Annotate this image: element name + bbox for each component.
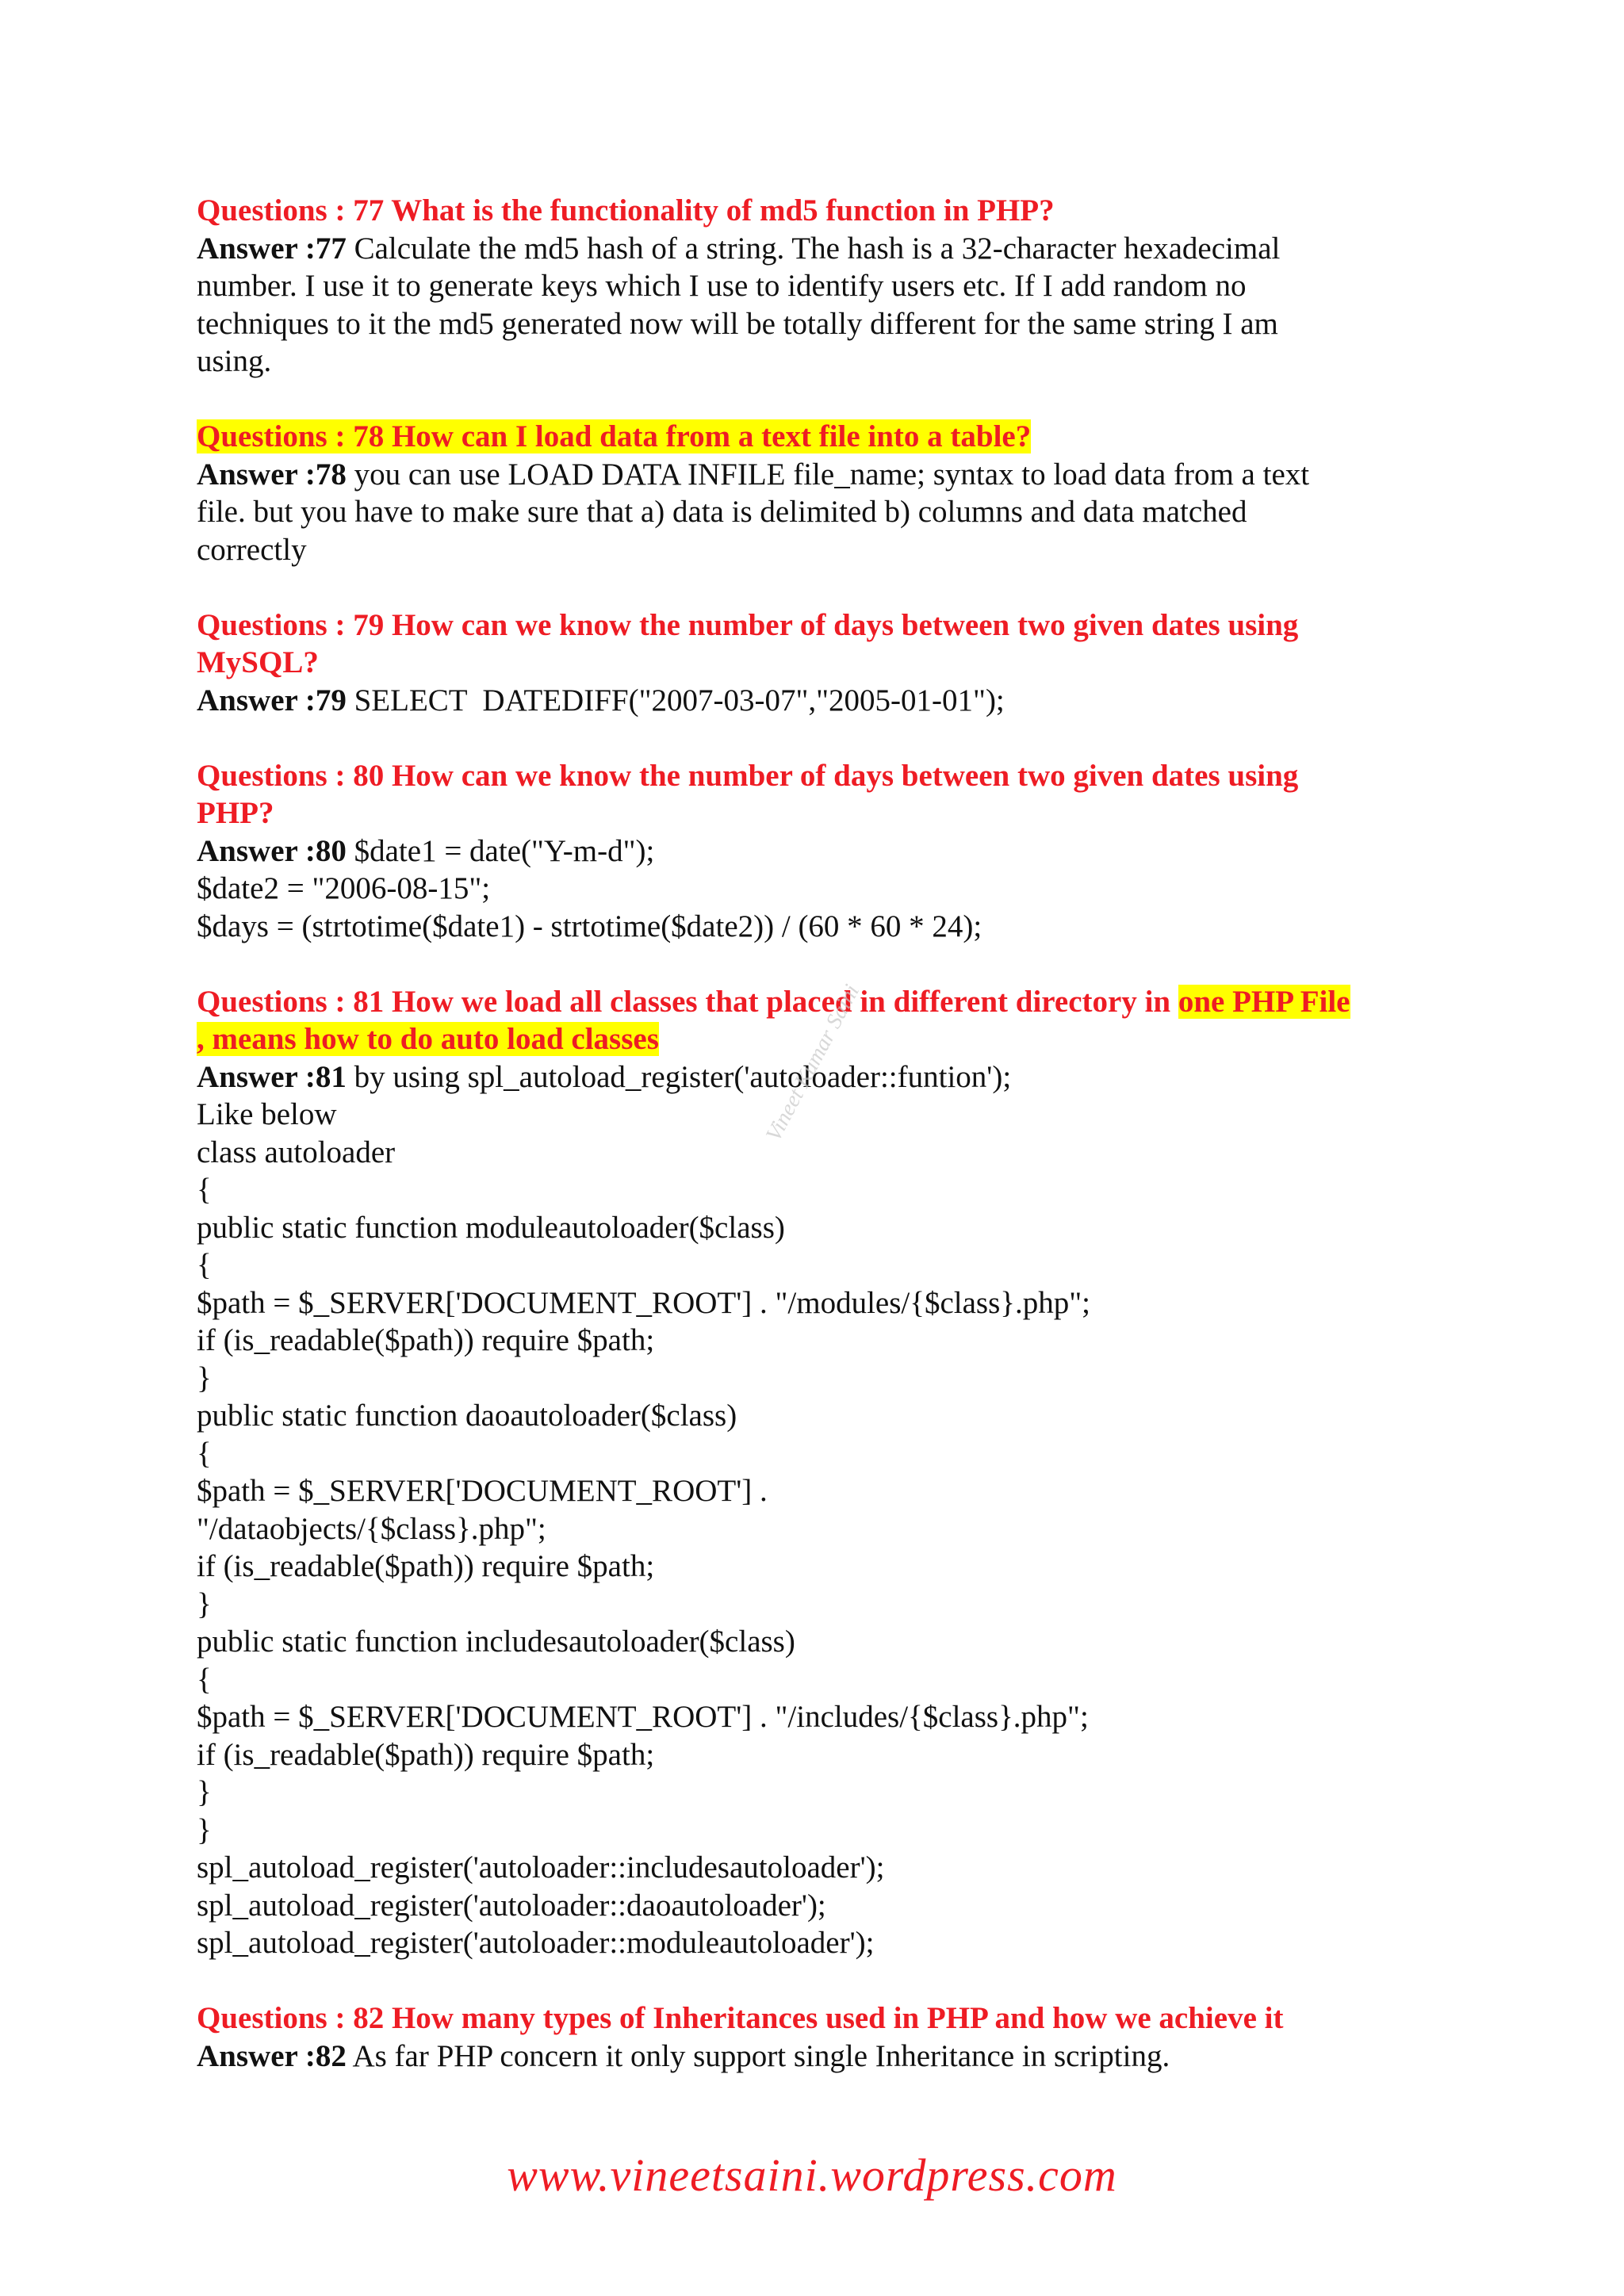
- code-line: public static function daoautoloader($class): [197, 1399, 737, 1433]
- code-line: }: [197, 1586, 212, 1621]
- code-line: spl_autoload_register('autoloader::daoautoloader');: [197, 1888, 826, 1923]
- answer-77-line-3: techniques to it the md5 generated now will be totally different for the same string I am: [197, 306, 1278, 341]
- document-body: [197, 192, 1434, 2075]
- code-line: if (is_readable($path)) require $path;: [197, 1323, 655, 1357]
- question-text: Questions : 81 How we load all classes that placed in different directory in: [197, 984, 1178, 1019]
- watermark: Vineet Kumar Saini: [761, 980, 865, 1146]
- code-line: public static function moduleautoloader($class): [197, 1210, 785, 1245]
- code-block: [197, 1096, 1434, 1962]
- code-line: spl_autoload_register('autoloader::moduleautoloader');: [197, 1926, 875, 1960]
- answer-label: Answer :81: [197, 1059, 347, 1094]
- question-79-line-1: Questions : 79 How can we know the number of days between two given dates using: [197, 607, 1299, 642]
- code-line: Like below: [197, 1097, 337, 1131]
- question-80-line-1: Questions : 80 How can we know the number of days between two given dates using: [197, 758, 1299, 793]
- answer-label: Answer :79: [197, 683, 347, 718]
- code-line: if (is_readable($path)) require $path;: [197, 1549, 655, 1583]
- question-78: [197, 418, 1434, 456]
- code-line: spl_autoload_register('autoloader::includesautoloader');: [197, 1850, 885, 1885]
- answer-79-line-1: [197, 682, 1434, 720]
- answer-78-line-3: correctly: [197, 532, 307, 567]
- answer-label: Answer :80: [197, 833, 347, 868]
- answer-80-line-2: $date2 = "2006-08-15";: [197, 871, 491, 905]
- code-line: }: [197, 1812, 212, 1847]
- highlighted-text: one PHP File: [1178, 984, 1350, 1019]
- answer-label: Answer :82: [197, 2038, 347, 2073]
- code-line: public static function includesautoloader($class): [197, 1624, 795, 1659]
- answer-78-line-1: [197, 456, 1434, 494]
- highlighted-text: , means how to do auto load classes: [197, 1022, 659, 1056]
- answer-77-line-1: [197, 230, 1434, 268]
- answer-82-line-1: [197, 2038, 1434, 2076]
- code-line: $path = $_SERVER['DOCUMENT_ROOT'] . "/modules/{$class}.php";: [197, 1285, 1090, 1320]
- answer-text: you can use LOAD DATA INFILE file_name; syntax to load data from a text: [346, 457, 1310, 492]
- code-line: }: [197, 1360, 212, 1395]
- code-line: if (is_readable($path)) require $path;: [197, 1737, 655, 1772]
- answer-77-line-4: using.: [197, 344, 272, 378]
- code-line: {: [197, 1662, 212, 1697]
- code-line: $path = $_SERVER['DOCUMENT_ROOT'] . "/includes/{$class}.php";: [197, 1700, 1089, 1734]
- answer-text: Calculate the md5 hash of a string. The hash is a 32-character hexadecimal: [346, 231, 1281, 266]
- answer-text: SELECT DATEDIFF("2007-03-07","2005-01-01");: [346, 683, 1005, 718]
- code-line: }: [197, 1775, 212, 1809]
- footer-url: www.vineetsaini.wordpress.com: [507, 2149, 1117, 2201]
- question-80-line-2: PHP?: [197, 796, 274, 830]
- highlighted-question: Questions : 78 How can I load data from a text file into a table?: [197, 419, 1032, 453]
- code-line: {: [197, 1173, 212, 1207]
- code-line: $path = $_SERVER['DOCUMENT_ROOT'] .: [197, 1474, 768, 1508]
- question-82: Questions : 82 How many types of Inheritances used in PHP and how we achieve it: [197, 2001, 1284, 2035]
- answer-78-line-2: file. but you have to make sure that a) data is delimited b) columns and data matched: [197, 495, 1247, 529]
- answer-text: As far PHP concern it only support single Inheritance in scripting.: [346, 2038, 1170, 2073]
- answer-80-line-1: [197, 832, 1434, 871]
- code-line: {: [197, 1436, 212, 1471]
- question-77: Questions : 77 What is the functionality of md5 function in PHP?: [197, 193, 1055, 228]
- question-79-line-2: MySQL?: [197, 645, 319, 679]
- answer-label: Answer :78: [197, 457, 347, 492]
- answer-80-line-3: $days = (strtotime($date1) - strtotime($date2)) / (60 * 60 * 24);: [197, 909, 982, 943]
- answer-label: Answer :77: [197, 231, 347, 266]
- answer-text: by using spl_autoload_register('autoloader::funtion');: [346, 1059, 1012, 1094]
- answer-77-line-2: number. I use it to generate keys which I use to identify users etc. If I add random no: [197, 269, 1247, 303]
- code-line: "/dataobjects/{$class}.php";: [197, 1511, 546, 1546]
- answer-text: $date1 = date("Y-m-d");: [346, 833, 655, 868]
- code-line: {: [197, 1248, 212, 1282]
- question-81-line-1: [197, 983, 1434, 1021]
- code-line: class autoloader: [197, 1135, 396, 1169]
